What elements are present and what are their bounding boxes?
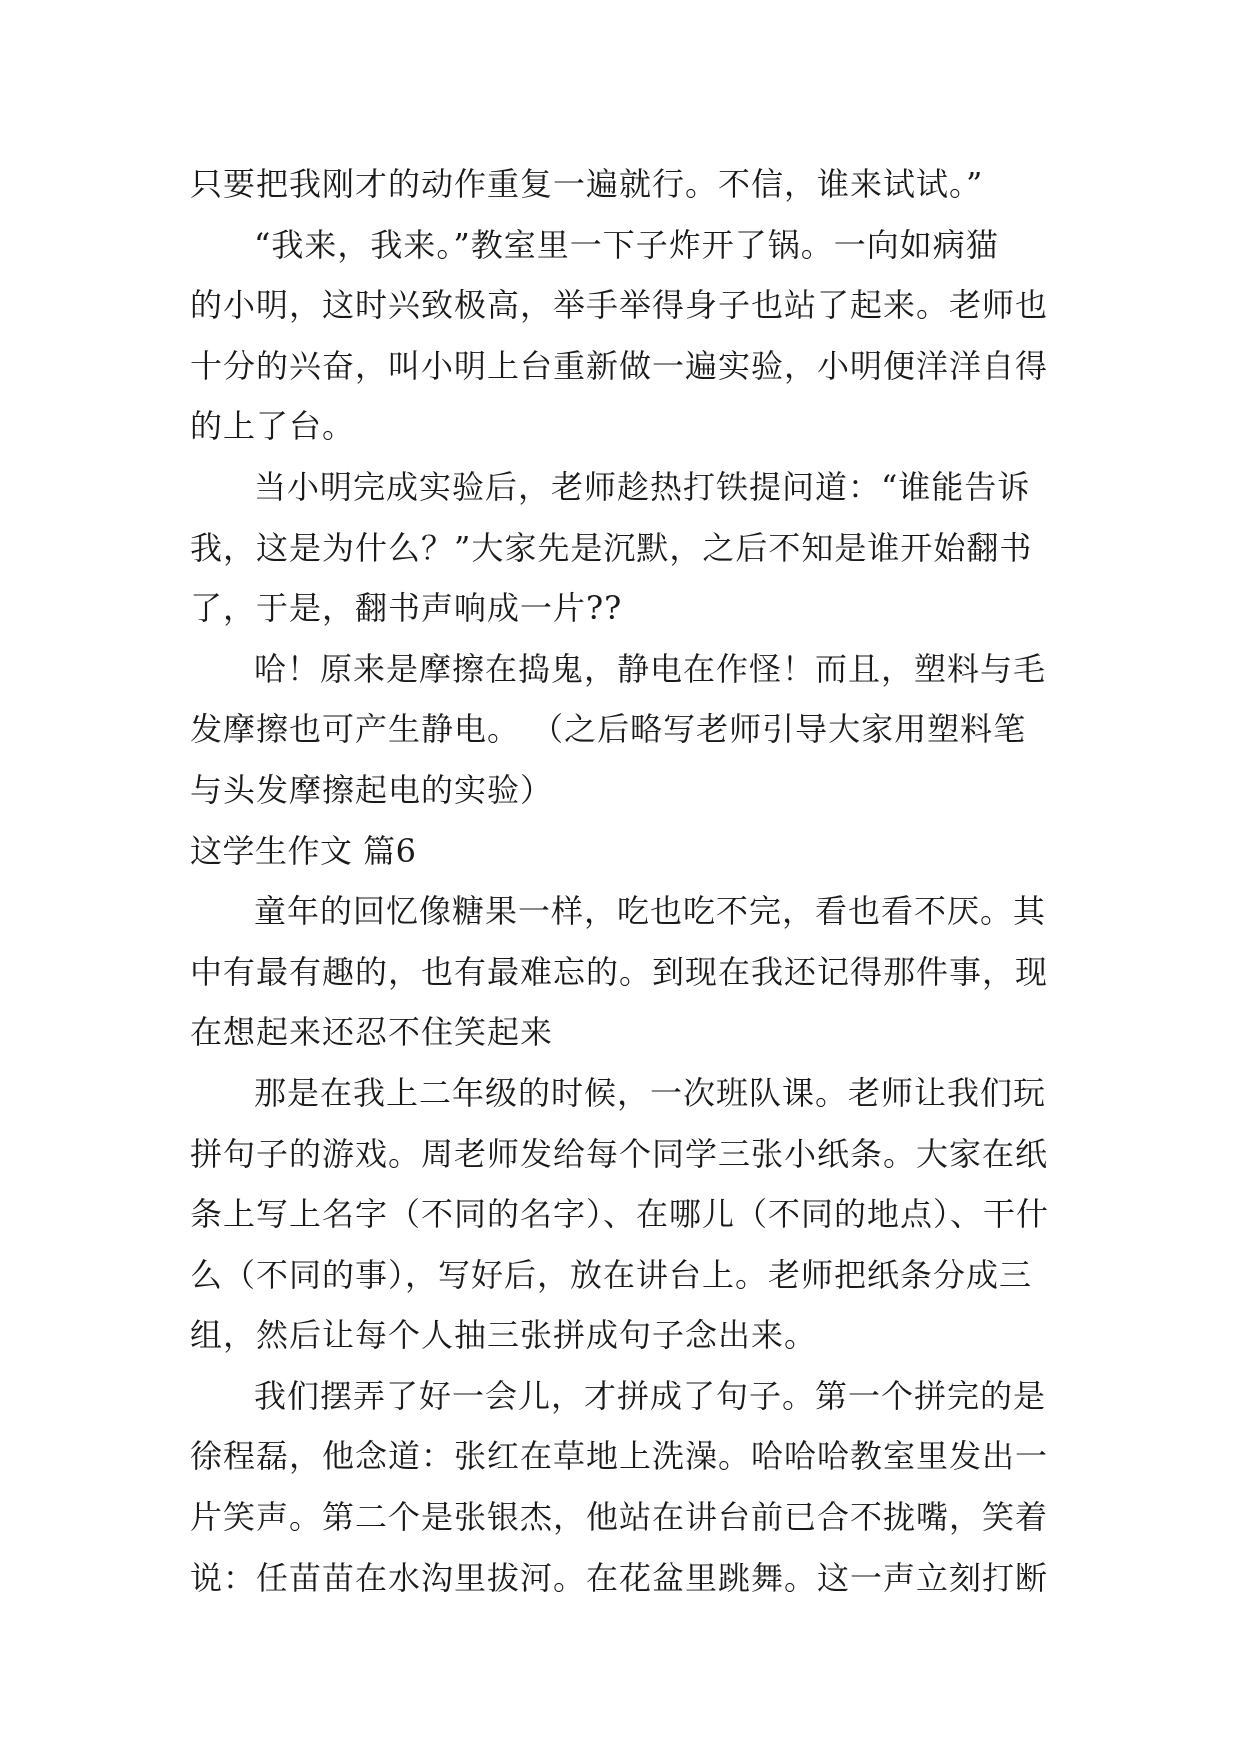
text-line: “我来，我来。”教室里一下子炸开了锅。一向如病猫: [254, 225, 999, 264]
text-line: 我，这是为什么？”大家先是沉默，之后不知是谁开始翻书: [190, 528, 1033, 567]
text-line: 拼句子的游戏。周老师发给每个同学三张小纸条。大家在纸: [190, 1134, 1049, 1173]
text-line: 哈！原来是摩擦在捣鬼，静电在作怪！而且，塑料与毛: [254, 649, 1047, 688]
text-line: 片笑声。第二个是张银杰，他站在讲台前已合不拢嘴，笑着: [190, 1498, 1049, 1537]
text-line: 当小明完成实验后，老师趁热打铁提问道：“谁能告诉: [254, 467, 1031, 506]
text-line: 了，于是，翻书声响成一片??: [190, 589, 623, 628]
text-line: 我们摆弄了好一会儿，才拼成了句子。第一个拼完的是: [254, 1376, 1047, 1415]
text-line: 童年的回忆像糖果一样，吃也吃不完，看也看不厌。其: [254, 892, 1047, 931]
text-line: 与头发摩擦起电的实验）: [190, 770, 554, 809]
text-line: 的小明，这时兴致极高，举手举得身子也站了起来。老师也: [190, 286, 1049, 325]
text-line: 徐程磊，他念道：张红在草地上洗澡。哈哈哈教室里发出一: [190, 1437, 1049, 1476]
text-line: 的上了台。: [190, 407, 356, 446]
text-line: 那是在我上二年级的时候，一次班队课。老师让我们玩: [254, 1073, 1047, 1112]
text-line: 条上写上名字（不同的名字）、在哪儿（不同的地点）、干什: [190, 1195, 1050, 1234]
text-line: 中有最有趣的，也有最难忘的。到现在我还记得那件事，现: [190, 952, 1049, 991]
text-line: 十分的兴奋，叫小明上台重新做一遍实验，小明便洋洋自得: [190, 346, 1049, 385]
section-heading: 这学生作文 篇6: [190, 831, 417, 870]
text-line: 只要把我刚才的动作重复一遍就行。不信，谁来试试。”: [190, 165, 984, 203]
document-body: [190, 154, 1050, 1608]
text-line: 说：任苗苗在水沟里拔河。在花盆里跳舞。这一声立刻打断: [190, 1558, 1049, 1597]
text-line: 发摩擦也可产生静电。 （之后略写老师引导大家用塑料笔: [190, 710, 1027, 749]
text-line: 组，然后让每个人抽三张拼成句子念出来。: [190, 1316, 818, 1355]
text-line: 在想起来还忍不住笑起来: [190, 1013, 554, 1052]
text-line: 么（不同的事），写好后，放在讲台上。老师把纸条分成三: [190, 1255, 1033, 1294]
